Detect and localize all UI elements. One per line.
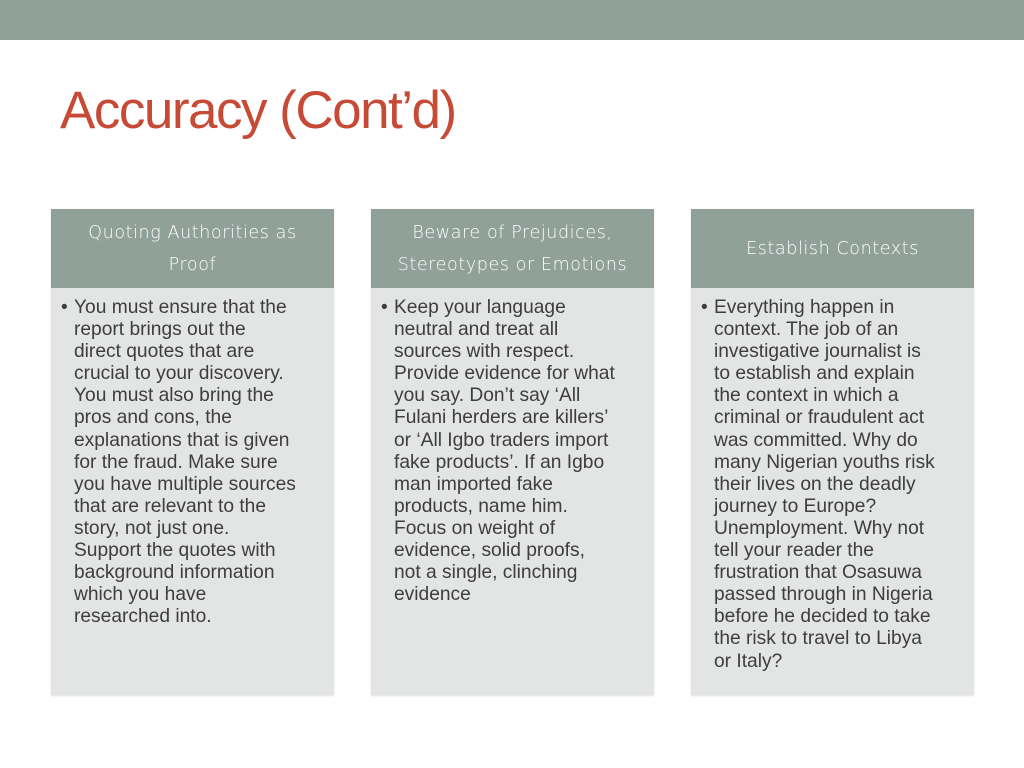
bullet-icon: •	[381, 297, 388, 318]
bullet-item	[701, 297, 962, 673]
column-header-label: Beware of Prejudices, Stereotypes or Emotions	[397, 222, 628, 275]
column-header-label: Establish Contexts	[746, 238, 919, 259]
column-beware-prejudices	[371, 209, 654, 695]
column-body	[371, 288, 654, 606]
column-header	[691, 209, 974, 288]
top-accent-bar	[0, 0, 1024, 40]
column-body	[51, 288, 334, 628]
column-establish-contexts	[691, 209, 974, 695]
bullet-text: Everything happen in context. The job of an investigative journalist is to establish and explain the context in which a criminal or fraudulent act was committed. Why do many Nigerian youths risk their lives on the deadly journey to Europe? Unemployment. Why not tell your reader the frustration that Osasuwa passed through in Nigeria before he decided to take the risk to travel to Libya or Italy?	[714, 297, 935, 672]
column-body	[691, 288, 974, 673]
column-quoting-authorities	[51, 209, 334, 695]
bullet-text: You must ensure that the report brings out the direct quotes that are crucial to your discovery. You must also bring the pros and cons, the explanations that is given for the fraud. Make sure you have multiple sources that are relevant to the story, not just one. Support the quotes with background information which you have researched into.	[74, 297, 296, 628]
bullet-text: Keep your language neutral and treat all sources with respect. Provide evidence for what you say. Don’t say ‘All Fulani herders are killers’ or ‘All Igbo traders import fake products’. If an Igbo man imported fake products, name him. Focus on weight of evidence, solid proofs, not a single, clinching evidence	[394, 297, 615, 606]
bullet-item	[61, 297, 322, 628]
bullet-icon: •	[61, 297, 68, 318]
bullet-item	[381, 297, 642, 606]
slide-title: Accuracy (Cont’d)	[60, 81, 456, 140]
column-header-label: Quoting Authorities as Proof	[88, 222, 297, 275]
bullet-icon: •	[701, 297, 708, 318]
column-header	[51, 209, 334, 288]
column-header	[371, 209, 654, 288]
